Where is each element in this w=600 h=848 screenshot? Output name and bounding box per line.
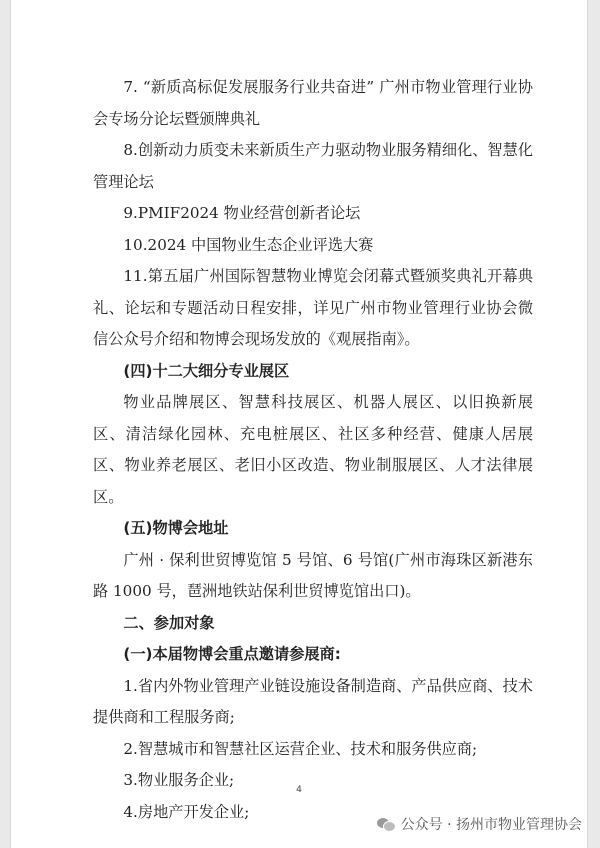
section-heading-venue-address: (五)物博会地址 xyxy=(123,519,229,537)
paragraph-venue-address: 广州 · 保利世贸博览馆 5 号馆、6 号馆(广州市海珠区新港东路 1000 号，琶洲地铁站保利世贸博览馆出口)。 xyxy=(93,550,533,600)
paragraph-exhibition-zones: 物业品牌展区、智慧科技展区、机器人展区、以旧换新展区、清洁绿化园林、充电桩展区、社区多种经营、健康人居展区、物业养老展区、老旧小区改造、物业制服展区、人才法律展区。 xyxy=(93,393,533,506)
document-body xyxy=(93,72,533,828)
list-item-exhibitor-2: 2.智慧城市和智慧社区运营企业、技术和服务供应商; xyxy=(123,739,478,758)
watermark xyxy=(377,814,582,834)
paragraph-item-11: 11.第五届广州国际智慧物业博览会闭幕式暨颁奖典礼开幕典礼、论坛和专题活动日程安排，详见广州市物业管理行业协会微信公众号介绍和物博会现场发放的《观展指南》。 xyxy=(93,267,533,348)
list-item-exhibitor-3: 3.物业服务企业; xyxy=(123,771,235,789)
paragraph-item-9: 9.PMIF2024 物业经营创新者论坛 xyxy=(123,204,361,222)
paragraph-item-10: 10.2024 中国物业生态企业评选大赛 xyxy=(123,235,374,254)
document-page xyxy=(10,0,588,848)
section-heading-exhibition-zones: (四)十二大细分专业展区 xyxy=(123,361,290,380)
paragraph-item-7: 7. “新质高标促发展服务行业共奋进” 广州市物业管理行业协会专场分论坛暨颁牌典礼 xyxy=(93,78,533,128)
wechat-icon xyxy=(377,817,395,831)
paragraph-item-8: 8.创新动力质变未来新质生产力驱动物业服务精细化、智慧化管理论坛 xyxy=(93,141,533,191)
section-heading-participants: 二、参加对象 xyxy=(123,613,215,632)
watermark-text: 公众号 · 扬州市物业管理协会 xyxy=(400,817,582,833)
list-item-exhibitor-1: 1.省内外物业管理产业链设施设备制造商、产品供应商、技术提供商和工程服务商; xyxy=(93,676,533,726)
subsection-heading-exhibitors: (一)本届物博会重点邀请参展商: xyxy=(123,645,341,663)
page-number: 4 xyxy=(296,785,302,795)
list-item-exhibitor-4: 4.房地产开发企业; xyxy=(123,802,250,821)
